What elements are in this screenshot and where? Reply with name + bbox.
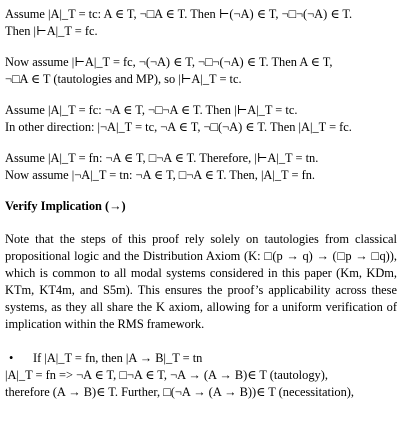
- text-line: Then |⊢A|_T = fc.: [5, 24, 98, 38]
- text-line: Assume |A|_T = fn: ¬A ∈ T, □¬A ∈ T. Therefore, |⊢A|_T = tn.: [5, 151, 319, 165]
- paragraph-assume-fc: [5, 54, 397, 88]
- paragraph-assume-fn: [5, 150, 397, 184]
- bullet-item: [5, 350, 397, 401]
- bullet-text: If |A|_T = fn, then |A → B|_T = tn: [33, 351, 203, 365]
- text-line: In other direction: |¬A|_T = tc, ¬A ∈ T, ¬□(¬A) ∈ T. Then |A|_T = fc.: [5, 120, 352, 134]
- text-line: Assume |A|_T = fc: ¬A ∈ T, ¬□¬A ∈ T. Then |⊢A|_T = tc.: [5, 103, 298, 117]
- paragraph-assume-tc: [5, 6, 397, 40]
- text-line: |A|_T = fn => ¬A ∈ T, □¬A ∈ T, ¬A → (A → B)∈ T (tautology),: [5, 368, 328, 382]
- text-line: therefore (A → B)∈ T. Further, □(¬A → (A → B))∈ T (necessitation),: [5, 385, 355, 399]
- paragraph-other-direction: [5, 102, 397, 136]
- text-line: Now assume |⊢A|_T = fc, ¬(¬A) ∈ T, ¬□¬(¬A) ∈ T. Then A ∈ T,: [5, 55, 333, 69]
- text-line: Now assume |¬A|_T = tn: ¬A ∈ T, □¬A ∈ T. Then, |A|_T = fn.: [5, 168, 316, 182]
- text-line: ¬□A ∈ T (tautologies and MP), so |⊢A|_T = tc.: [5, 72, 242, 86]
- bullet-marker: •: [9, 351, 14, 365]
- text-line: Assume |A|_T = tc: A ∈ T, ¬□A ∈ T. Then ⊢(¬A) ∈ T, ¬□¬(¬A) ∈ T.: [5, 7, 353, 21]
- section-heading: Verify Implication (→): [5, 199, 126, 213]
- paragraph-note: Note that the steps of this proof rely solely on tautologies from classical propositional logic and the Distribution Axiom (K: □(p → q) → (□p → □q)), which is common to all modal systems considered in this paper (Km, KDm, KTm, KT4m, and S5m). This ensures the proof’s applicability across these systems, as they all share the K axiom, allowing for a uniform verification of implication within the RMS framework.: [5, 232, 397, 331]
- bullet-first-line: [5, 350, 397, 367]
